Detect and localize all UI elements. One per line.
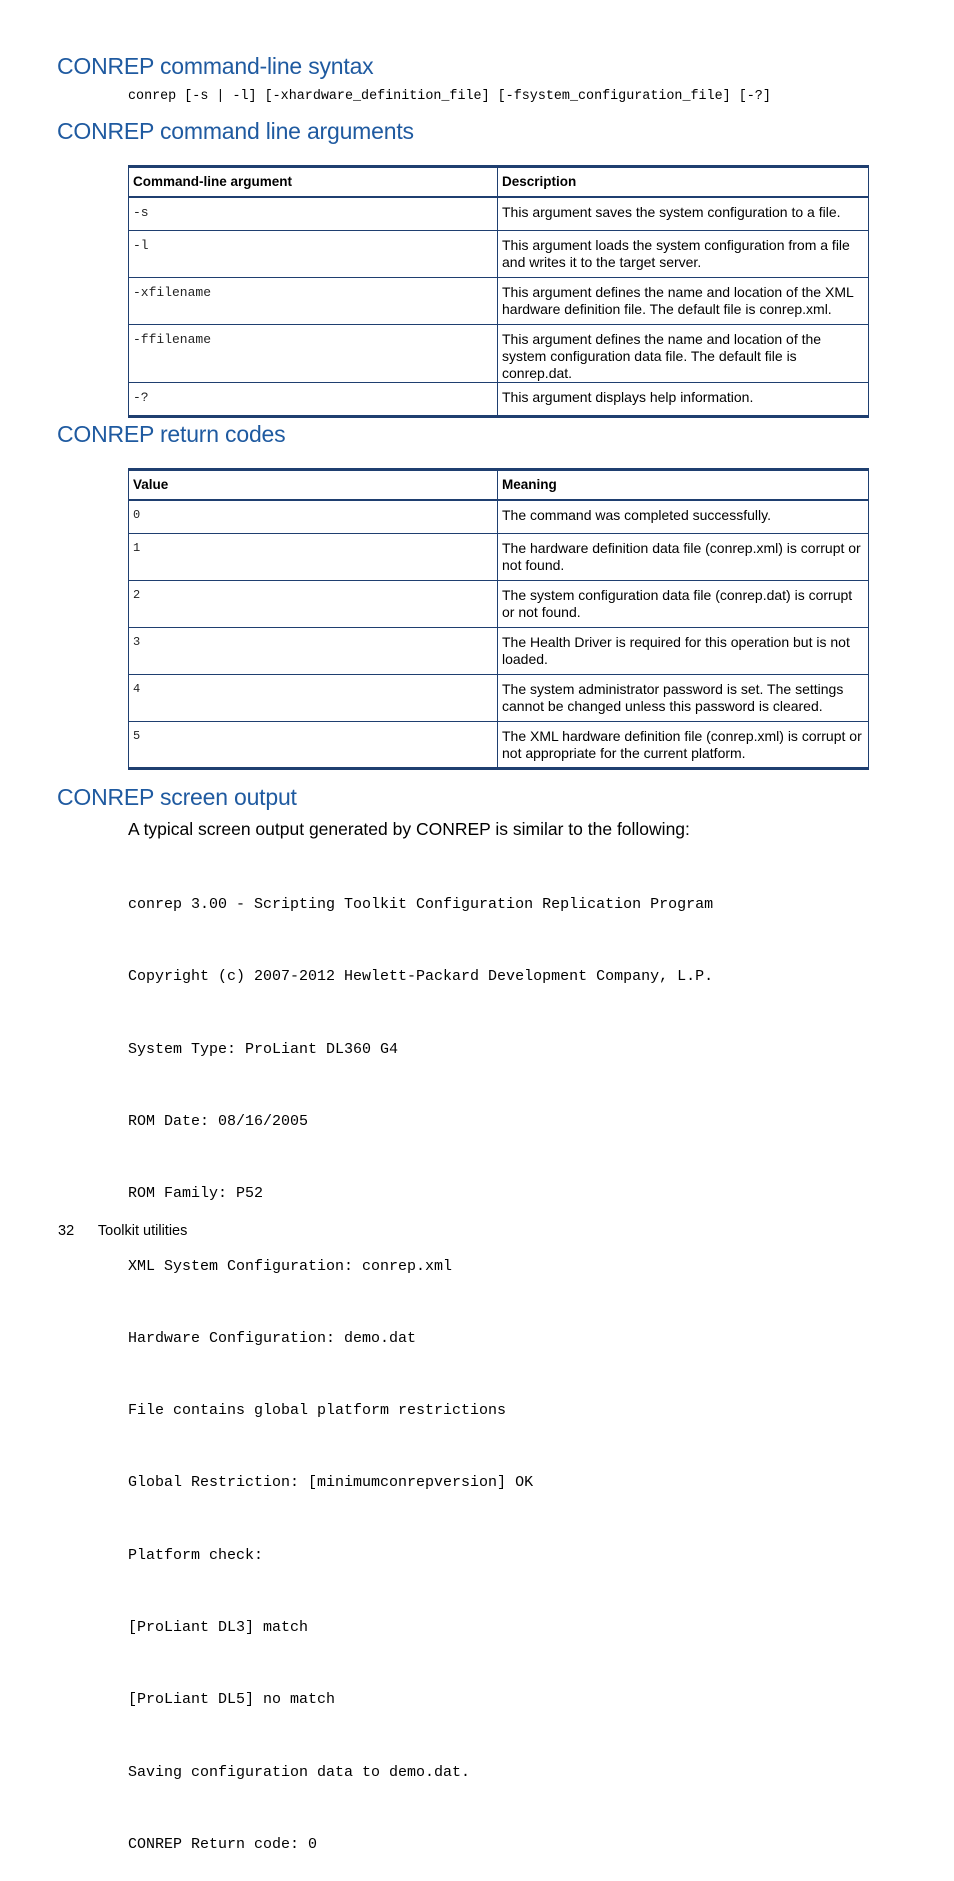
output-line: conrep 3.00 - Scripting Toolkit Configuration Replication Program xyxy=(128,896,714,914)
table-row xyxy=(129,500,869,534)
column-header: Command-line argument xyxy=(129,167,498,197)
return-codes-heading: CONREP return codes xyxy=(57,421,286,447)
screen-output-block xyxy=(128,845,713,1881)
column-header: Description xyxy=(498,167,869,197)
page-footer xyxy=(58,1223,187,1239)
syntax-heading: CONREP command-line syntax xyxy=(57,53,374,79)
screen-output-heading: CONREP screen output xyxy=(57,784,297,810)
table-row xyxy=(129,628,869,675)
arguments-table xyxy=(128,165,869,418)
output-line: Platform check: xyxy=(128,1546,264,1564)
output-line: ROM Date: 08/16/2005 xyxy=(128,1113,309,1131)
column-header: Meaning xyxy=(498,470,869,500)
argument-cell: -l xyxy=(129,231,498,278)
description-cell: This argument loads the system configuration from a file and writes it to the target server. xyxy=(498,231,869,278)
meaning-cell: The hardware definition data file (conrep.xml) is corrupt or not found. xyxy=(498,534,869,581)
table-row xyxy=(129,534,869,581)
screen-output-intro: A typical screen output generated by CONREP is similar to the following: xyxy=(128,819,690,839)
description-cell: This argument saves the system configuration to a file. xyxy=(498,197,869,231)
table-row xyxy=(129,581,869,628)
value-cell: 5 xyxy=(129,722,498,769)
output-line: XML System Configuration: conrep.xml xyxy=(128,1257,453,1275)
meaning-cell: The system administrator password is set. The settings cannot be changed unless this password is cleared. xyxy=(498,675,869,722)
arguments-heading: CONREP command line arguments xyxy=(57,118,414,144)
description-cell: This argument displays help information. xyxy=(498,383,869,417)
argument-cell: -ffilename xyxy=(129,325,498,383)
meaning-cell: The system configuration data file (conrep.dat) is corrupt or not found. xyxy=(498,581,869,628)
description-cell: This argument defines the name and location of the XML hardware definition file. The default file is conrep.xml. xyxy=(498,278,869,325)
meaning-cell: The XML hardware definition file (conrep.xml) is corrupt or not appropriate for the current platform. xyxy=(498,722,869,769)
output-line: [ProLiant DL3] match xyxy=(128,1619,309,1636)
output-line: ROM Family: P52 xyxy=(128,1185,264,1203)
table-header-row xyxy=(129,167,869,197)
output-line: CONREP Return code: 0 xyxy=(128,1835,318,1853)
value-cell: 2 xyxy=(129,581,498,628)
argument-cell: -? xyxy=(129,383,498,417)
value-cell: 0 xyxy=(129,500,498,534)
output-line: [ProLiant DL5] no match xyxy=(128,1691,336,1709)
table-row xyxy=(129,278,869,325)
table-row xyxy=(129,325,869,383)
description-cell: This argument defines the name and location of the system configuration data file. The default file is conrep.dat. xyxy=(498,325,869,383)
value-cell: 4 xyxy=(129,675,498,722)
column-header: Value xyxy=(129,470,498,500)
argument-cell: -s xyxy=(129,197,498,231)
page-number: 32 xyxy=(58,1223,75,1239)
output-line: Copyright (c) 2007-2012 Hewlett-Packard Development Company, L.P. xyxy=(128,968,714,986)
return-codes-table xyxy=(128,468,869,770)
table-row xyxy=(129,675,869,722)
meaning-cell: The Health Driver is required for this operation but is not loaded. xyxy=(498,628,869,675)
table-row xyxy=(129,722,869,769)
table-row xyxy=(129,383,869,417)
value-cell: 3 xyxy=(129,628,498,675)
argument-cell: -xfilename xyxy=(129,278,498,325)
output-line: Global Restriction: [minimumconrepversion] OK xyxy=(128,1474,534,1492)
footer-section-title: Toolkit utilities xyxy=(97,1223,188,1239)
table-row xyxy=(129,197,869,231)
output-line: Saving configuration data to demo.dat. xyxy=(128,1763,471,1781)
output-line: Hardware Configuration: demo.dat xyxy=(128,1329,417,1347)
output-line: File contains global platform restrictions xyxy=(128,1402,507,1420)
table-row xyxy=(129,231,869,278)
meaning-cell: The command was completed successfully. xyxy=(498,500,869,534)
table-header-row xyxy=(129,470,869,500)
value-cell: 1 xyxy=(129,534,498,581)
output-line: System Type: ProLiant DL360 G4 xyxy=(128,1040,399,1058)
syntax-line: conrep [-s | -l] [-xhardware_definition_file] [-fsystem_configuration_file] [-?] xyxy=(128,89,771,104)
